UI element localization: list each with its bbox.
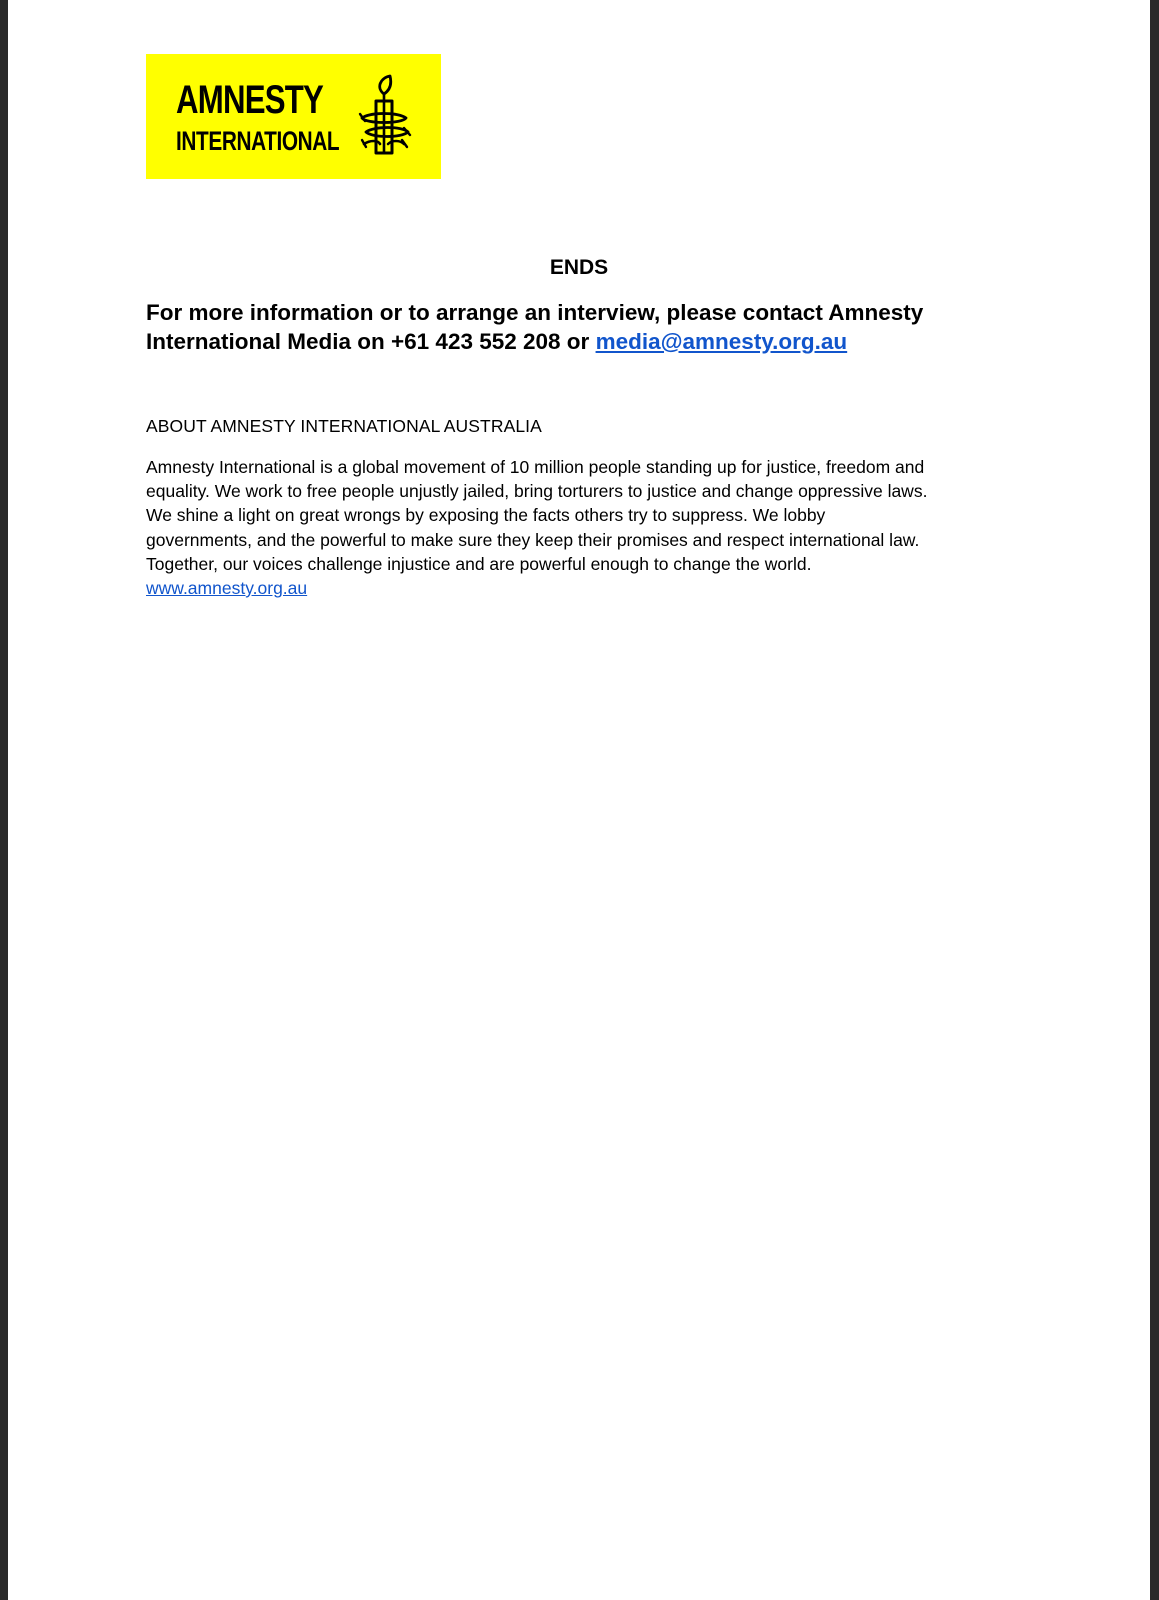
about-line: We shine a light on great wrongs by exposing the facts others try to suppress. We lobby [146, 505, 826, 526]
about-paragraph [146, 455, 1016, 600]
logo-word-international: INTERNATIONAL [176, 126, 340, 156]
about-line: equality. We work to free people unjustly jailed, bring torturers to justice and change oppressive laws. [146, 481, 928, 502]
media-contact-paragraph [146, 298, 996, 356]
document-page [8, 0, 1150, 1600]
contact-text-line2: International Media on +61 423 552 208 or [146, 329, 596, 354]
media-email-link[interactable]: media@amnesty.org.au [595, 329, 848, 354]
amnesty-logo [146, 54, 441, 179]
about-line: Together, our voices challenge injustice and are powerful enough to change the world. [146, 553, 812, 574]
about-heading: ABOUT AMNESTY INTERNATIONAL AUSTRALIA [146, 416, 542, 436]
candle-in-barbed-wire-icon [356, 74, 412, 158]
contact-text-line1: For more information or to arrange an interview, please contact Amnesty [146, 300, 924, 325]
website-link[interactable]: www.amnesty.org.au [146, 578, 308, 599]
about-line: governments, and the powerful to make sure they keep their promises and respect international law. [146, 529, 920, 550]
about-line: Amnesty International is a global movement of 10 million people standing up for justice, freedom and [146, 457, 925, 477]
logo-word-amnesty: AMNESTY [176, 78, 324, 122]
ends-marker: ENDS [549, 256, 609, 279]
